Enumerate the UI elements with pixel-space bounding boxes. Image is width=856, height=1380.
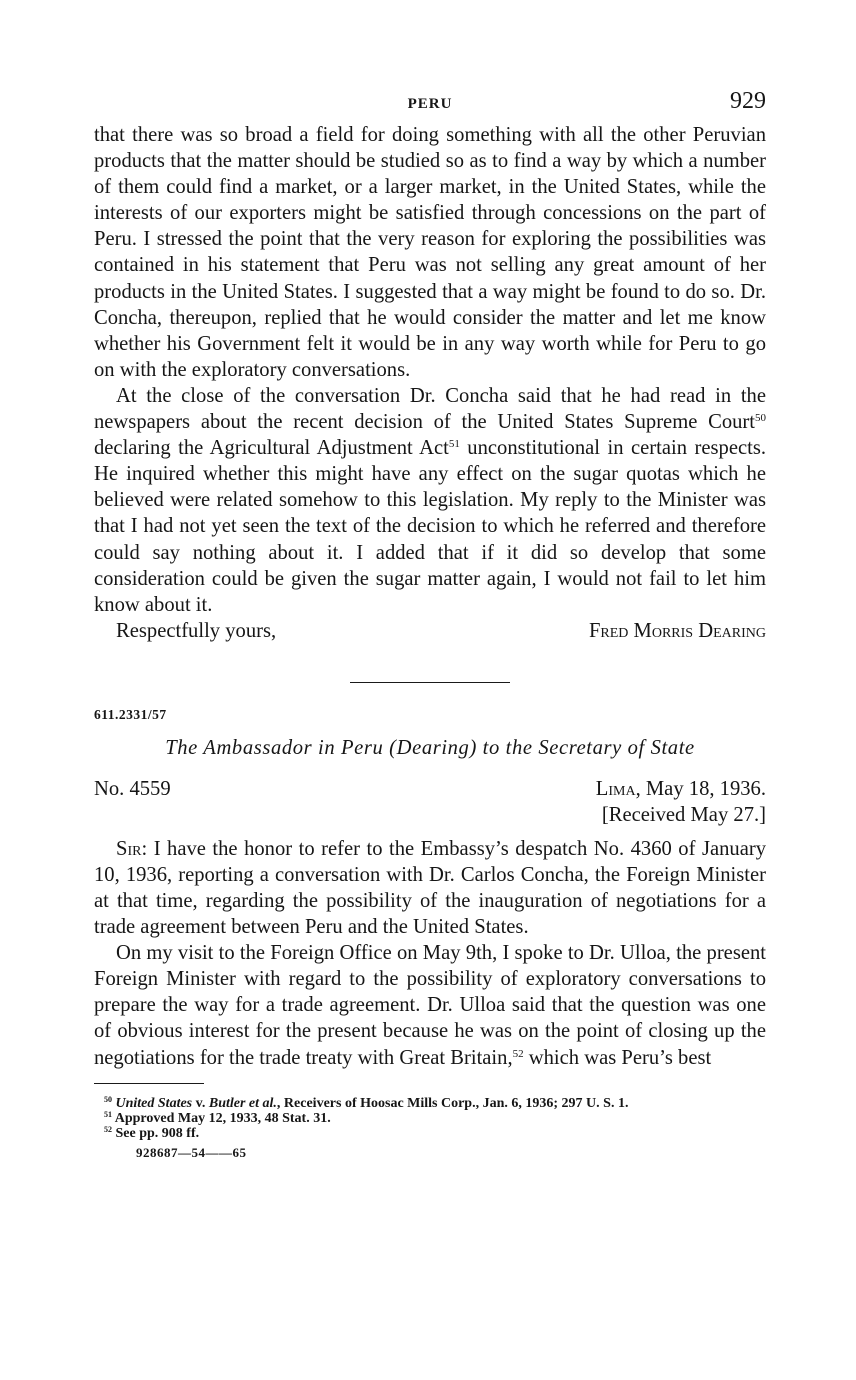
page-header <box>94 88 766 122</box>
page-number: 929 <box>730 88 766 114</box>
paragraph-text: : I have the honor to refer to the Embassy’s despatch No. 4360 of January 10, 1936, reporting a conversation with Dr. Carlos Concha, the Foreign Minister at that time, regarding the possibility of the inauguration of negotiations for a trade agreement between Peru and the United States. <box>94 837 766 939</box>
section-divider <box>350 682 510 683</box>
footnote-mark: 52 <box>104 1124 112 1134</box>
paragraph-text: On my visit to the Foreign Office on May 9th, I spoke to Dr. Ulloa, the present Foreign Minister with regard to the possibility of exploratory conversations to prepare the way for a trade agreement. Dr. Ulloa said that the question was one of obvious interest for the present because he was on the point of closing up the negotiations for the trade treaty with Great Britain, <box>94 942 766 1069</box>
paragraph-text: unconstitutional in certain respects. He inquired whether this might have any effect on the sugar quotas which he believed were related somehow to this legislation. My reply to the Minister was that I had not yet seen the text of the decision to which he referred and therefore could say nothing about it. I added that if it did so develop that some consideration could be given the sugar matter again, I would not fail to let him know about it. <box>94 437 766 616</box>
document-page <box>94 88 766 1161</box>
footnote-text: v. <box>192 1095 209 1111</box>
place-date <box>596 776 766 802</box>
footnote-ref-52: 52 <box>512 1047 524 1060</box>
paragraph-continuation: that there was so broad a field for doing something with all the other Peruvian products that the matter should be studied so as to find a way by which a number of them could find a market, or a larger market, in the United States, while the interests of our exporters might be satisfied through concessions on the part of Peru. I stressed the point that the very reason for exploring the possibilities was contained in his statement that Peru was not selling any great amount of her products in the United States. I suggested that a way might be found to do so. Dr. Concha, thereupon, replied that he would consider the matter and let me know whether his Government felt it would be in any way worth while for Peru to go on with the exploratory conversations. <box>94 124 766 381</box>
paragraph-text: which was Peru’s best <box>523 1046 712 1069</box>
footnote-mark: 50 <box>104 1094 112 1104</box>
received-date: [Received May 27.] <box>601 803 766 826</box>
document-title: The Ambassador in Peru (Dearing) to the Secretary of State <box>165 736 695 759</box>
closing-salutation: Respectfully yours, <box>116 619 277 642</box>
dateline <box>94 776 766 836</box>
date: , May 18, 1936. <box>635 777 766 800</box>
footnotes <box>94 1096 766 1141</box>
letter-closing <box>94 618 766 648</box>
footnote-rule <box>94 1083 204 1084</box>
place-name: Lima <box>595 777 636 800</box>
footnote-mark: 51 <box>104 1109 112 1119</box>
footnote-text: See pp. 908 ff. <box>115 1125 200 1141</box>
paragraph-sir <box>94 836 766 940</box>
footnote-50 <box>94 1096 766 1111</box>
running-head: PERU <box>407 96 453 112</box>
paragraph-text: declaring the Agricultural Adjustment Act <box>94 437 449 460</box>
paragraph-text: At the close of the conversation Dr. Concha said that he had read in the newspapers about the recent decision of the United States Supreme Court <box>94 384 766 434</box>
case-party: Butler et al. <box>208 1095 277 1111</box>
case-name: United States <box>115 1095 193 1111</box>
footnote-52 <box>94 1126 766 1141</box>
footnote-text: , Receivers of Hoosac Mills Corp., Jan. 6, 1936; 297 U. S. 1. <box>276 1095 629 1111</box>
file-number: 611.2331/57 <box>94 706 167 722</box>
paragraph-concha-court <box>94 383 766 618</box>
despatch-number: No. 4559 <box>94 777 171 800</box>
signature: Fred Morris Dearing <box>588 619 766 642</box>
paragraph-ulloa <box>94 940 766 1070</box>
print-code: 928687—54——65 <box>136 1144 247 1160</box>
footnote-ref-51: 51 <box>448 438 460 451</box>
footnote-51 <box>94 1111 766 1126</box>
salutation-sir: Sir <box>116 837 142 860</box>
footnote-text: Approved May 12, 1933, 48 Stat. 31. <box>114 1110 331 1126</box>
footnote-ref-50: 50 <box>755 412 766 425</box>
